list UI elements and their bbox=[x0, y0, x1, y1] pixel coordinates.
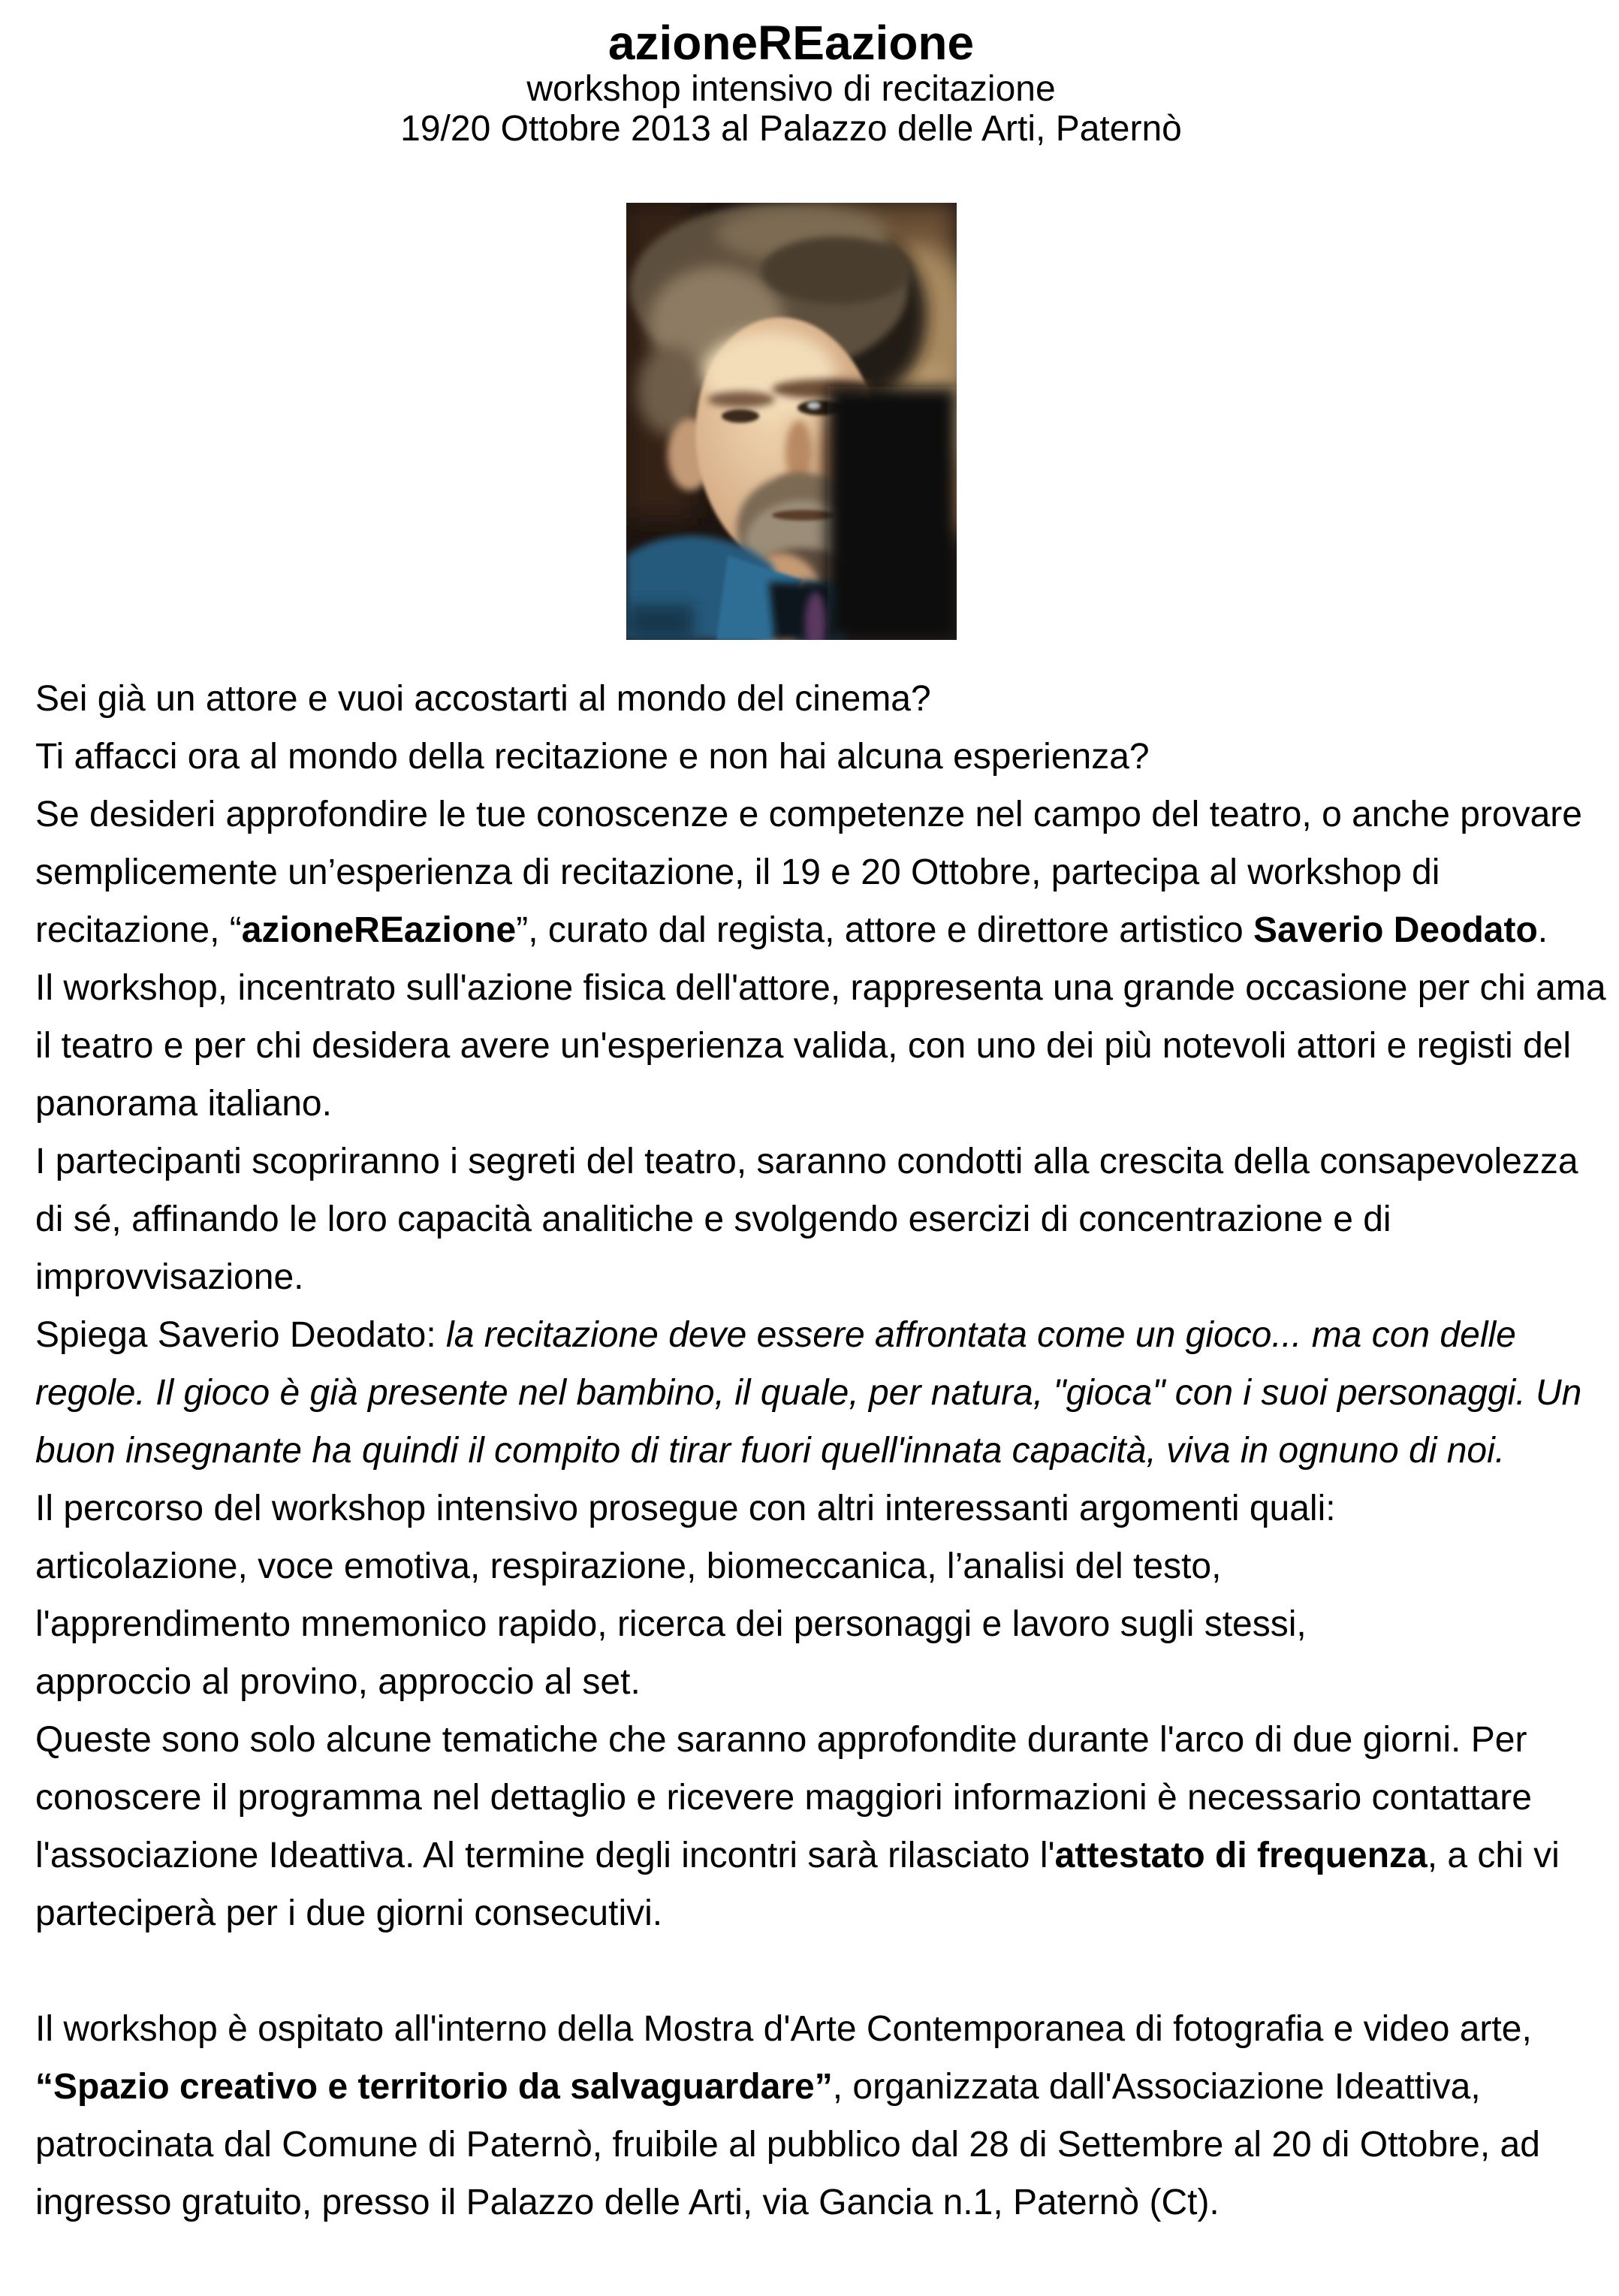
text-line: patrocinata dal Comune di Paternò, fruibile al pubblico dal 28 di Settembre al 20 di Ottobre, ad bbox=[35, 2125, 1540, 2165]
text-line: l'associazione Ideattiva. Al termine degli incontri sarà rilasciato l'attestato di frequenza, a chi vi bbox=[35, 1836, 1560, 1875]
paragraph-1 bbox=[35, 670, 1547, 728]
text-line: conoscere il programma nel dettaglio e ricevere maggiori informazioni è necessario contattare bbox=[35, 1778, 1532, 1818]
text-line: di sé, affinando le loro capacità analitiche e svolgendo esercizi di concentrazione e di bbox=[35, 1199, 1391, 1239]
text-line: Il workshop, incentrato sull'azione fisica dell'attore, rappresenta una grande occasione per chi ama bbox=[35, 968, 1606, 1008]
text-line: Se desideri approfondire le tue conoscenze e competenze nel campo del teatro, o anche provare bbox=[35, 795, 1582, 834]
text-line: semplicemente un’esperienza di recitazione, il 19 e 20 Ottobre, partecipa al workshop di bbox=[35, 852, 1440, 892]
text-line: Sei già un attore e vuoi accostarti al mondo del cinema? bbox=[35, 679, 931, 719]
paragraph-10 bbox=[35, 2000, 1547, 2231]
body-text bbox=[35, 670, 1606, 2231]
text-line: articolazione, voce emotiva, respirazione, biomeccanica, l’analisi del testo, bbox=[35, 1546, 1222, 1586]
header bbox=[35, 0, 1547, 149]
text-line: regole. Il gioco è già presente nel bambino, il quale, per natura, "gioca" con i suoi personaggi. Un bbox=[35, 1373, 1582, 1413]
text-line: panorama italiano. bbox=[35, 1084, 332, 1124]
page-title: azioneREazione bbox=[608, 16, 975, 70]
text-line: Il percorso del workshop intensivo prosegue con altri interessanti argomenti quali: bbox=[35, 1489, 1336, 1528]
paragraph-3 bbox=[35, 786, 1582, 959]
paragraph-4 bbox=[35, 959, 1606, 1133]
text-line bbox=[35, 1942, 1547, 2000]
portrait-illustration bbox=[626, 203, 957, 640]
paragraph-8 bbox=[35, 1711, 1560, 1942]
text-line: parteciperà per i due giorni consecutivi. bbox=[35, 1893, 663, 1933]
paragraph-9 bbox=[35, 1942, 1547, 2000]
portrait-photo bbox=[626, 203, 957, 640]
text-line: improvvisazione. bbox=[35, 1257, 304, 1297]
text-line: Ti affacci ora al mondo della recitazione e non hai alcuna esperienza? bbox=[35, 737, 1150, 777]
text-line: Queste sono solo alcune tematiche che saranno approfondite durante l'arco di due giorni. Per bbox=[35, 1720, 1527, 1760]
text-line: recitazione, “azioneREazione”, curato dal regista, attore e direttore artistico Saverio Deodato. bbox=[35, 910, 1548, 950]
paragraph-7 bbox=[35, 1480, 1547, 1711]
page-dateline: 19/20 Ottobre 2013 al Palazzo delle Arti, Paternò bbox=[400, 109, 1182, 149]
text-line: Spiega Saverio Deodato: la recitazione deve essere affrontata come un gioco... ma con delle bbox=[35, 1315, 1516, 1355]
paragraph-5 bbox=[35, 1133, 1578, 1306]
text-line: I partecipanti scopriranno i segreti del teatro, saranno condotti alla crescita della consapevolezza bbox=[35, 1142, 1578, 1181]
text-line: il teatro e per chi desidera avere un'esperienza valida, con uno dei più notevoli attori e registi del bbox=[35, 1026, 1572, 1066]
text-line: Il workshop è ospitato all'interno della Mostra d'Arte Contemporanea di fotografia e video arte, bbox=[35, 2009, 1532, 2049]
page-subtitle: workshop intensivo di recitazione bbox=[526, 69, 1056, 109]
text-line: l'apprendimento mnemonico rapido, ricerca dei personaggi e lavoro sugli stessi, bbox=[35, 1604, 1307, 1644]
paragraph-2 bbox=[35, 728, 1547, 786]
text-line: buon insegnante ha quindi il compito di tirar fuori quell'innata capacità, viva in ognuno di noi. bbox=[35, 1431, 1506, 1471]
text-line: ingresso gratuito, presso il Palazzo delle Arti, via Gancia n.1, Paternò (Ct). bbox=[35, 2183, 1220, 2222]
text-line: approccio al provino, approccio al set. bbox=[35, 1662, 641, 1702]
text-line: “Spazio creativo e territorio da salvaguardare”, organizzata dall'Associazione Ideattiva, bbox=[35, 2067, 1481, 2107]
paragraph-6 bbox=[35, 1306, 1582, 1480]
